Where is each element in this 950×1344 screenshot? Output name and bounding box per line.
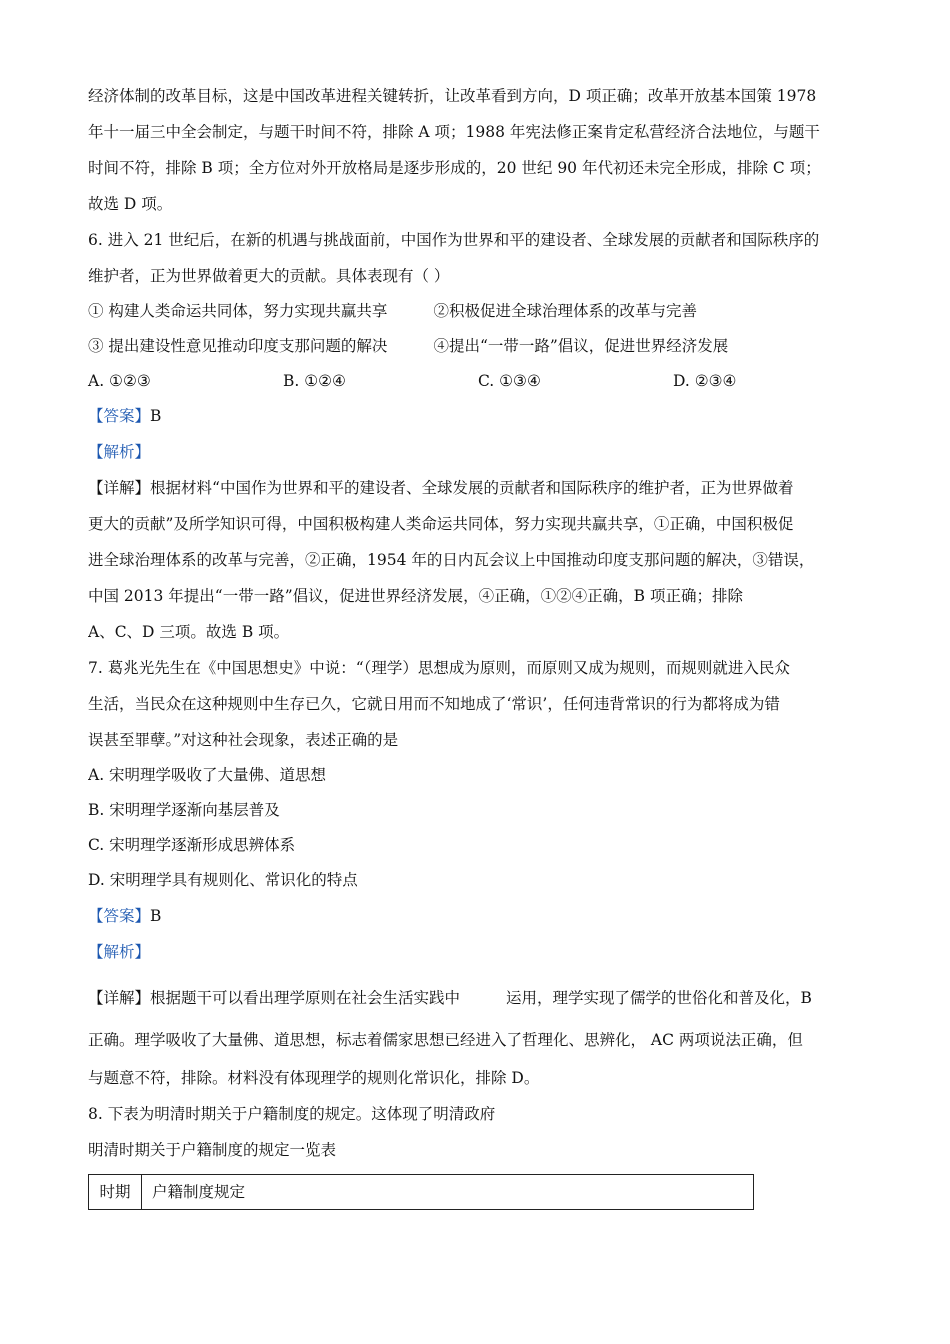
option-d: D. 宋明理学具有规则化、常识化的特点 xyxy=(88,871,358,889)
statement-item: ③ 提出建设性意见推动印度支那问题的解决 xyxy=(88,337,388,355)
detail-text: 运用，理学实现了儒学的世俗化和普及化，B xyxy=(506,989,812,1007)
question-stem: 误甚至罪孽。”对这种社会现象，表述正确的是 xyxy=(88,731,399,749)
detail-line: 进全球治理体系的改革与完善，②正确，1954 年的日内瓦会议上中国推动印度支那问题的解决，③错误， xyxy=(88,551,815,569)
question-6 xyxy=(88,222,868,650)
detail-text: 根据材料“中国作为世界和平的建设者、全球发展的贡献者和国际秩序的维护者，正为世界做着 xyxy=(150,479,794,497)
detail-line: 中国 2013 年提出“一带一路”倡议，促进世界经济发展，④正确，①②④正确，B 项正确；排除 xyxy=(88,587,743,605)
statement-item: ① 构建人类命运共同体，努力实现共赢共享 xyxy=(88,302,388,320)
answer-line xyxy=(88,898,868,934)
detail-tag: 【详解】 xyxy=(88,479,151,497)
question-stem: 维护者，正为世界做着更大的贡献。具体表现有（ ） xyxy=(88,267,450,285)
option-d: D. ②③④ xyxy=(673,372,737,390)
answer-value: B xyxy=(150,907,162,925)
detail-tag: 【详解】 xyxy=(88,989,151,1007)
statement-row xyxy=(88,294,868,329)
option-a: A. ①②③ xyxy=(88,372,151,390)
detail-line: 正确。理学吸收了大量佛、道思想，标志着儒家思想已经进入了哲理化、思辨化， AC 两项说法正确，但 xyxy=(88,1031,803,1049)
text-line: 故选 D 项。 xyxy=(88,195,173,213)
option-c: C. 宋明理学逐渐形成思辨体系 xyxy=(88,836,296,854)
detail-line: 更大的贡献”及所学知识可得，中国积极构建人类命运共同体，努力实现共赢共享，①正确，中国积极促 xyxy=(88,515,794,533)
question-stem: 6. 进入 21 世纪后，在新的机遇与挑战面前，中国作为世界和平的建设者、全球发展的贡献者和国际秩序的 xyxy=(88,231,820,249)
answer-line xyxy=(88,398,868,434)
analysis-tag: 【解析】 xyxy=(88,443,151,461)
table-header-regulation: 户籍制度规定 xyxy=(152,1183,246,1201)
table-header-period: 时期 xyxy=(89,1175,142,1209)
answer-options xyxy=(88,364,868,398)
previous-analysis-continuation xyxy=(88,78,868,222)
question-stem: 7. 葛兆光先生在《中国思想史》中说：“（理学）思想成为原则，而原则又成为规则，而规则就进入民众 xyxy=(88,659,790,677)
statement-item: ④提出“一带一路”倡议，促进世界经济发展 xyxy=(433,337,729,355)
question-8 xyxy=(88,1096,868,1210)
text-line: 经济体制的改革目标，这是中国改革进程关键转折，让改革看到方向，D 项正确；改革开放基本国策 1978 xyxy=(88,87,817,105)
statement-item: ②积极促进全球治理体系的改革与完善 xyxy=(433,302,697,320)
household-registration-table xyxy=(88,1174,754,1210)
question-stem: 生活，当民众在这种规则中生存已久，它就日用而不知地成了‘常识’，任何违背常识的行为都将成为错 xyxy=(88,695,780,713)
detail-line xyxy=(88,470,868,506)
answer-value: B xyxy=(150,407,162,425)
statement-row xyxy=(88,329,868,364)
text-line: 时间不符，排除 B 项；全方位对外开放格局是逐步形成的，20 世纪 90 年代初还未完全形成，排除 C 项； xyxy=(88,159,821,177)
option-a: A. 宋明理学吸收了大量佛、道思想 xyxy=(88,766,327,784)
analysis-line xyxy=(88,434,868,470)
answer-tag: 【答案】 xyxy=(88,407,151,425)
analysis-line xyxy=(88,934,868,970)
option-b: B. 宋明理学逐渐向基层普及 xyxy=(88,801,280,819)
answer-tag: 【答案】 xyxy=(88,907,151,925)
detail-line: A、C、D 三项。故选 B 项。 xyxy=(88,623,290,641)
question-stem: 8. 下表为明清时期关于户籍制度的规定。这体现了明清政府 xyxy=(88,1105,496,1123)
option-c: C. ①③④ xyxy=(478,372,541,390)
document-page xyxy=(88,78,868,1210)
text-line: 年十一届三中全会制定，与题干时间不符，排除 A 项；1988 年宪法修正案肯定私营经济合法地位，与题干 xyxy=(88,123,820,141)
detail-text: 根据题干可以看出理学原则在社会生活实践中 xyxy=(150,989,461,1007)
detail-line xyxy=(88,976,868,1020)
question-7 xyxy=(88,650,868,1096)
analysis-tag: 【解析】 xyxy=(88,943,151,961)
table-title: 明清时期关于户籍制度的规定一览表 xyxy=(88,1141,337,1159)
option-b: B. ①②④ xyxy=(283,372,346,390)
detail-line: 与题意不符，排除。材料没有体现理学的规则化常识化，排除 D。 xyxy=(88,1069,540,1087)
